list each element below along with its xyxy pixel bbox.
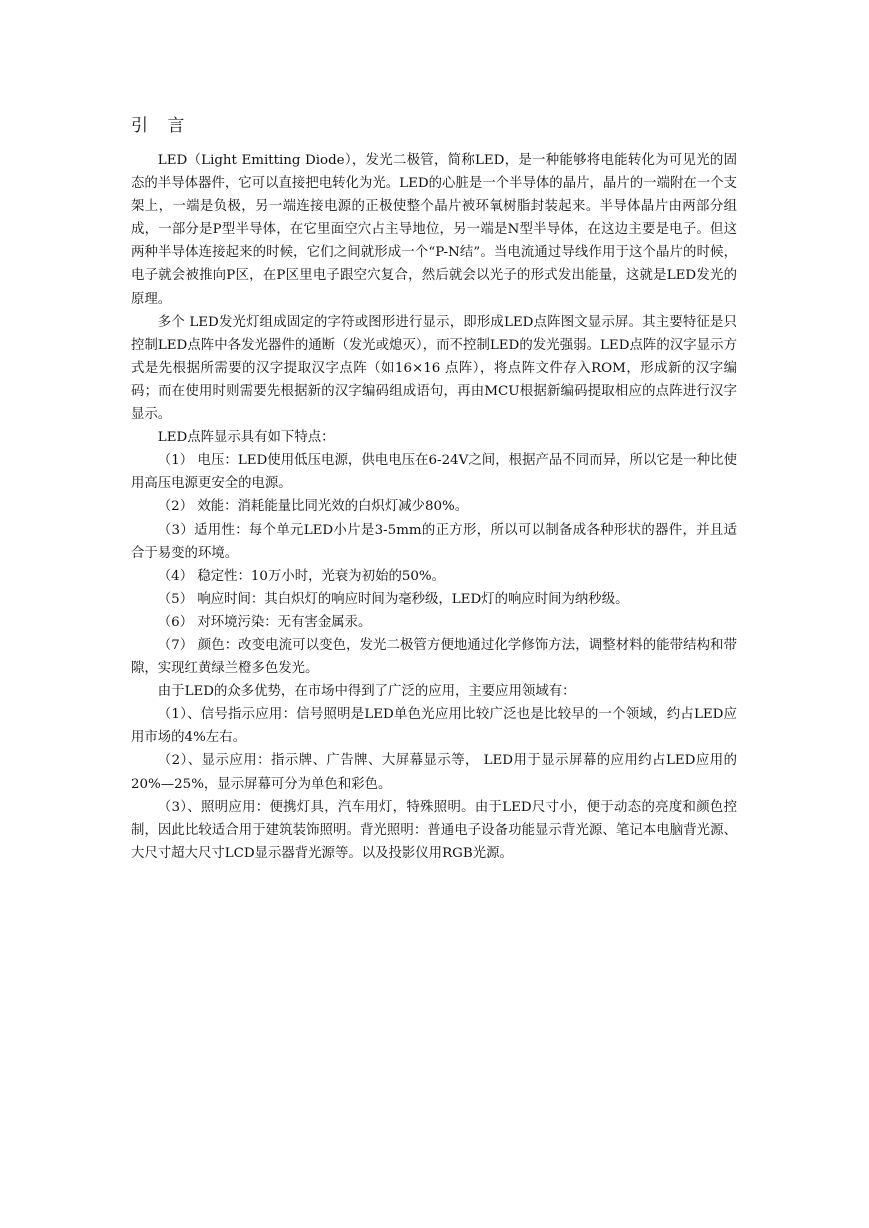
feature-item: （4） 稳定性：10万小时，光衰为初始的50%。	[157, 568, 446, 584]
paragraph-intro: LED（Light Emitting Diode），发光二极管，简称LED，是一种能够将电能转化为可见光的固态的半导体器件，它可以直接把电转化为光。LED的心脏是一个半导体的晶片，晶片的一端附在一个支架上，一端是负极，另一端连接电源的正极使整个晶片被环氧树脂封装起来。半导体晶片由两部分组成，一部分是P型半导体，在它里面空穴占主导地位，另一端是N型半导体，在这边主要是电子。但这两种半导体连接起来的时候，它们之间就形成一个“P-N结”。当电流通过导线作用于这个晶片的时候，电子就会被推向P区，在P区里电子跟空穴复合，然后就会以光子的形式发出能量，这就是LED发光的原理。	[131, 153, 737, 307]
paragraph-features-intro: LED点阵显示具有如下特点：	[157, 430, 335, 446]
feature-item: （3）适用性：每个单元LED小片是3-5mm的正方形，所以可以制备成各种形状的器件，并且适合于易变的环境。	[131, 522, 737, 561]
paragraph-applications-intro: 由于LED的众多优势，在市场中得到了广泛的应用，主要应用领域有：	[157, 684, 576, 700]
section-heading: 引 言	[131, 116, 192, 136]
body-text	[131, 149, 737, 865]
application-item: （3）、照明应用：便携灯具，汽车用灯，特殊照明。由于LED尺寸小，便于动态的亮度和颜色控制，因此比较适合用于建筑装饰照明。背光照明：普通电子设备功能显示背光源、笔记本电脑背光源、大尺寸超大尺寸LCD显示器背光源等。以及投影仪用RGB光源。	[131, 799, 737, 861]
feature-item: （5） 响应时间：其白炽灯的响应时间为毫秒级，LED灯的响应时间为纳秒级。	[157, 591, 629, 607]
feature-item: （2） 效能：消耗能量比同光效的白炽灯减少80%。	[157, 499, 469, 515]
application-item: （2）、显示应用：指示牌、广告牌、大屏幕显示等， LED用于显示屏幕的应用约占LED应用的20%—25%，显示屏幕可分为单色和彩色。	[131, 753, 737, 792]
feature-item: （6） 对环境污染：无有害金属汞。	[157, 614, 372, 630]
application-item: （1）、信号指示应用：信号照明是LED单色光应用比较广泛也是比较早的一个领域，约占LED应用市场的4%左右。	[131, 707, 737, 746]
paragraph-dot-matrix: 多个 LED发光灯组成固定的字符或图形进行显示，即形成LED点阵图文显示屏。其主要特征是只控制LED点阵中各发光器件的通断（发光或熄灭），而不控制LED的发光强弱。LED点阵的汉字显示方式是先根据所需要的汉字提取汉字点阵（如16×16 点阵），将点阵文件存入ROM，形成新的汉字编码；而在使用时则需要先根据新的汉字编码组成语句，再由MCU根据新编码提取相应的点阵进行汉字显示。	[131, 314, 737, 423]
feature-item: （1） 电压：LED使用低压电源，供电电压在6-24V之间，根据产品不同而异，所以它是一种比使用高压电源更安全的电源。	[131, 453, 737, 492]
feature-item: （7） 颜色：改变电流可以变色，发光二极管方便地通过化学修饰方法，调整材料的能带结构和带隙，实现红黄绿兰橙多色发光。	[131, 637, 737, 677]
